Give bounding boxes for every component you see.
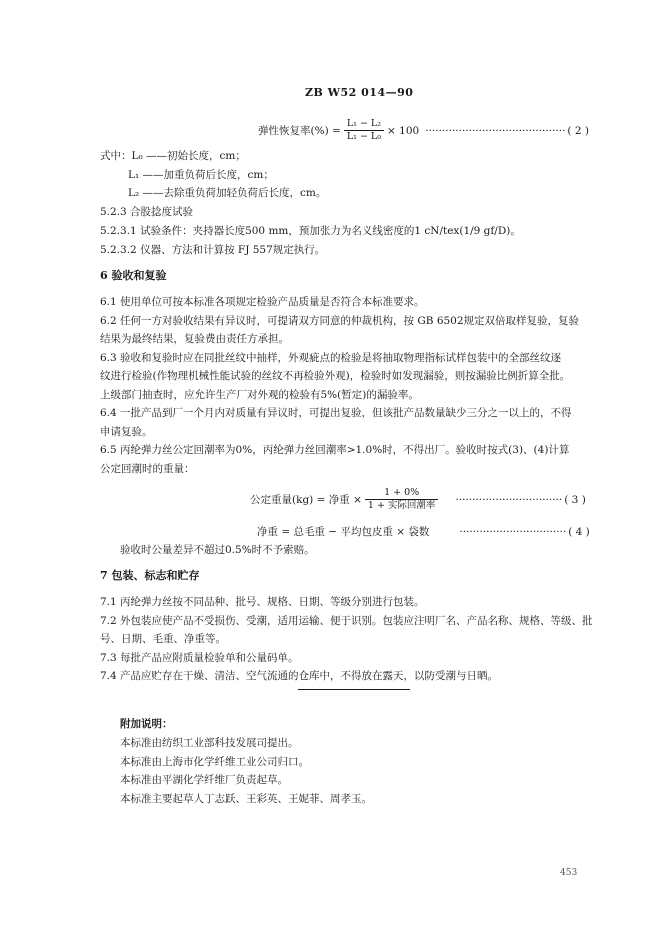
eq4-tag: ( 4 ) bbox=[568, 525, 590, 538]
notes-title: 附加说明： bbox=[120, 718, 173, 730]
eq3-denominator: 1 + 实际回潮率 bbox=[367, 500, 436, 511]
page-number: 453 bbox=[560, 868, 578, 878]
eq4-text: 净重 = 总毛重 − 平均包皮重 × 袋数 bbox=[257, 526, 430, 538]
eq2-numerator: L₁ − L₂ bbox=[344, 118, 384, 131]
eq2-fraction bbox=[344, 118, 384, 143]
para-6-3-line-1: 6.3 验收和复验时应在同批丝纹中抽样，外观疵点的检验是将抽取物理指标试样包装中的全部丝纹逐 bbox=[100, 352, 562, 364]
para-6-3-line-2: 纹进行检验(作物理机械性能试验的丝纹不再检验外观)，检验时如发现漏验，则按漏验比例折算全批。 bbox=[100, 370, 571, 382]
para-6-4-line-1: 6.4 一批产品到厂一个月内对质量有异议时，可提出复验，但该批产品数量缺少三分之一以上的，不得 bbox=[100, 407, 572, 419]
eq2-denominator: L₁ − L₀ bbox=[346, 131, 382, 142]
para-7-3: 7.3 每批产品应附质量检验单和公量码单。 bbox=[100, 652, 299, 664]
standard-code-header: ZB W52 014—90 bbox=[305, 86, 414, 99]
eq2-tail: × 100 bbox=[387, 124, 420, 137]
section-5-2-3: 5.2.3 合股捻度试验 bbox=[100, 206, 194, 218]
notes-line-1: 本标准由纺织工业部科技发展司提出。 bbox=[120, 737, 299, 749]
equation-3 bbox=[250, 487, 586, 512]
eq4-leader: ································ bbox=[459, 525, 567, 538]
equation-2 bbox=[258, 118, 589, 143]
eq3-fraction bbox=[365, 487, 439, 512]
notes-line-2: 本标准由上海市化学纤维工业公司归口。 bbox=[120, 756, 309, 768]
where-line-1: 式中：L₀ ——初始长度，cm； bbox=[100, 150, 246, 162]
para-6-2-line-1: 6.2 任何一方对验收结果有异议时，可提请双方同意的仲裁机构，按 GB 6502规定双倍取样复验，复验 bbox=[100, 315, 580, 327]
eq3-lhs: 公定重量(kg) = 净重 × bbox=[250, 494, 362, 506]
para-6-5-line-2: 公定回潮时的重量： bbox=[100, 463, 195, 475]
section-6-title: 6 验收和复验 bbox=[100, 269, 167, 282]
para-6-1: 6.1 使用单位可按本标准各项规定检验产品质量是否符合本标准要求。 bbox=[100, 296, 425, 308]
section-5-2-3-1: 5.2.3.1 试验条件：夹持器长度500 mm，预加张力为名义线密度的1 cN/tex(1/9 gf/D)。 bbox=[100, 225, 521, 237]
para-6-2-line-2: 结果为最终结果，复验费由责任方承担。 bbox=[100, 333, 289, 345]
equation-4 bbox=[257, 524, 590, 539]
notes-line-3: 本标准由平湖化学纤维厂负责起草。 bbox=[120, 774, 288, 786]
eq3-leader: ································ bbox=[455, 493, 563, 506]
separator-rule bbox=[298, 689, 410, 690]
para-7-1: 7.1 丙纶弹力丝按不同品种、批号、规格、日期、等级分别进行包装。 bbox=[100, 596, 425, 608]
section-5-2-3-2: 5.2.3.2 仪器、方法和计算按 FJ 557规定执行。 bbox=[100, 244, 326, 256]
para-6-3-line-3: 上级部门抽查时，应允许生产厂对外观的检验有5%(暂定)的漏验率。 bbox=[100, 389, 419, 401]
eq2-leader: ·········································· bbox=[425, 124, 566, 137]
where-line-3: L₂ ——去除重负荷加轻负荷后长度，cm。 bbox=[128, 187, 327, 199]
where-line-2: L₁ ——加重负荷后长度，cm； bbox=[128, 169, 274, 181]
eq2-tag: ( 2 ) bbox=[567, 124, 589, 137]
eq2-lhs: 弹性恢复率(%) = bbox=[258, 125, 341, 137]
eq3-numerator: 1 + 0% bbox=[365, 487, 439, 500]
para-6-5-line-1: 6.5 丙纶弹力丝公定回潮率为0%，丙纶弹力丝回潮率>1.0%时，不得出厂。验收时按式(3)、(4)计算 bbox=[100, 444, 570, 456]
para-7-2-line-2: 号、日期、毛重、净重等。 bbox=[100, 633, 226, 645]
para-6-5-line-3: 验收时公量差异不超过0.5%时不予索赔。 bbox=[120, 544, 315, 556]
notes-line-4: 本标准主要起草人丁志跃、王彩英、王妮菲、周孝玉。 bbox=[120, 793, 372, 805]
para-6-4-line-2: 申请复验。 bbox=[100, 426, 153, 438]
para-7-2-line-1: 7.2 外包装应使产品不受损伤、受潮，适用运输、便于识别。包装应注明厂名、产品名称、规格、等级、批 bbox=[100, 615, 593, 627]
eq3-tag: ( 3 ) bbox=[564, 493, 586, 506]
section-7-title: 7 包装、标志和贮存 bbox=[100, 569, 200, 582]
para-7-4: 7.4 产品应贮存在干燥、清洁、空气流通的仓库中，不得放在露天，以防受潮与日晒。 bbox=[100, 670, 499, 682]
